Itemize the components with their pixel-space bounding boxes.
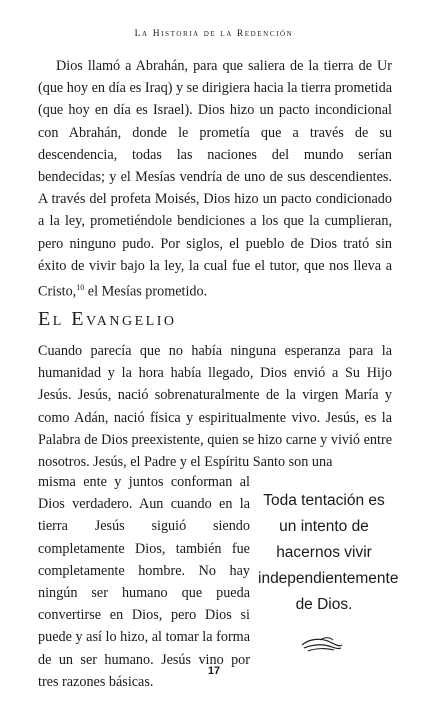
pull-quote: Toda tentación es un intento de hacernos vivir independientemente de Dios. [258, 492, 399, 613]
page-number: 17 [207, 665, 221, 677]
paragraph-text: Dios llamó a Abrahán, para que saliera de la tierra de Ur (que hoy en día es Iraq) y se dirigiera hacia la tierra prometida (que hoy en día es Israel). Dios hizo un pacto incondicional con Abrahán, donde le prometía que a través de su descendencia, todas las naciones del mundo serían bendecidas; y el Mesías vendría de uno de sus descendientes. A través del profeta Moisés, Dios hizo un pacto condicionado a la ley, prometiéndole bendiciones a los que la cumplieran, pero ninguno pudo. Por siglos, el pueblo de Dios trató sin éxito de vivir bajo la ley, la cual fue el tutor, que nos lleva a Cristo, [38, 58, 392, 300]
body-paragraph-abrahan [38, 55, 392, 303]
body-paragraph-continued: misma ente y juntos conforman al Dios verdadero. Aun cuando en la tierra Jesús siguió siendo completamente Dios, también fue completamente hombre. No hay ningún ser humano que pueda convertirse en Dios, pero Dios si puede y así lo hizo, al tomar la forma de un ser humano. Jesús vino por tres razones básicas. [38, 474, 250, 690]
footnote-reference[interactable]: 10 [76, 283, 85, 293]
body-paragraph-evangelio: Cuando parecía que no había ninguna esperanza para la humanidad y la hora había llegado, Dios envió a Su Hijo Jesús. Jesús, nació sobrenaturalmente de la virgen María y como Adán, nació física y espiritualmente vivo. Jesús, es la Palabra de Dios preexistente, quien se hizo carne y vivió entre nosotros. Jesús, el Padre y el Espíritu Santo son una [38, 343, 392, 471]
section-heading: El Evangelio [38, 308, 177, 330]
running-head: La Historia de la Redención [134, 29, 294, 39]
flourish-ornament-icon [300, 636, 344, 654]
paragraph-text-end: el Mesías prometido. [84, 283, 208, 300]
